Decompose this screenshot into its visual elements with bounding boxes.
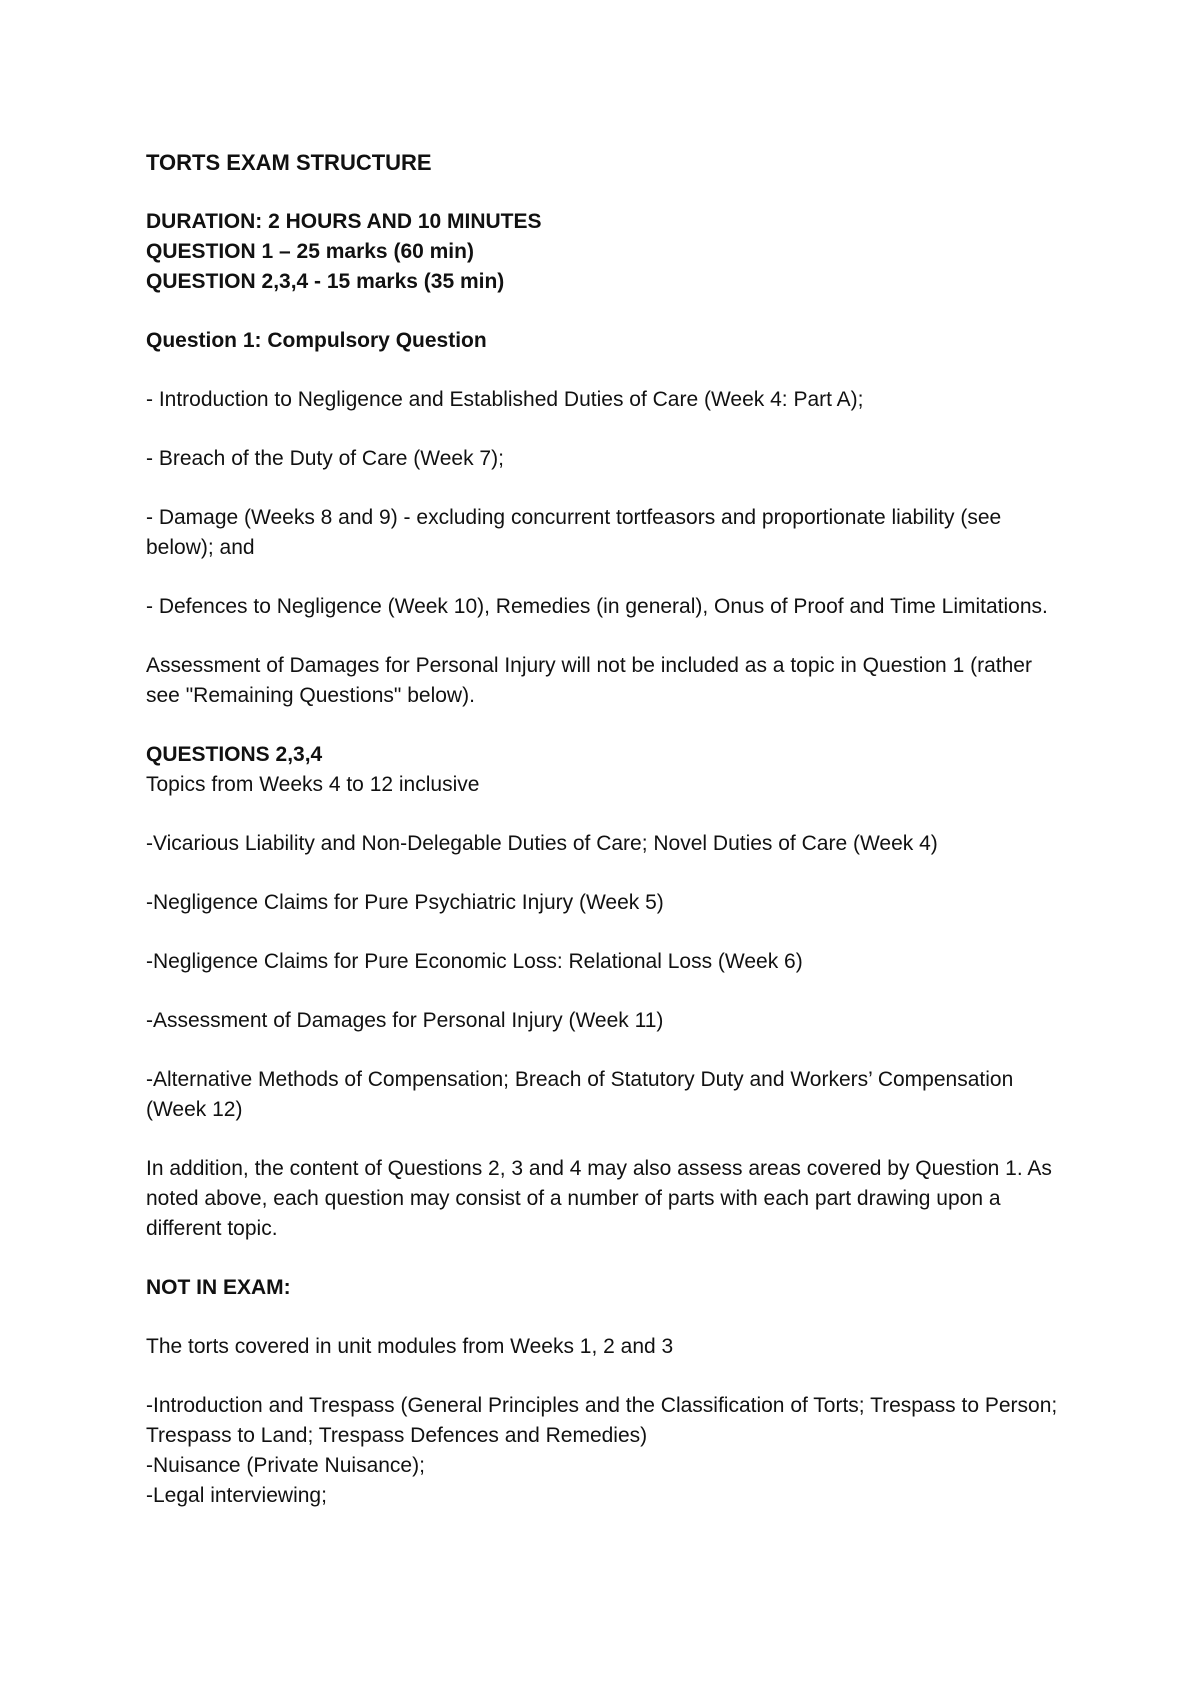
q234-topic-item: -Assessment of Damages for Personal Injury (Week 11) [146,1009,664,1032]
not-in-exam-item: -Legal interviewing; [146,1484,327,1507]
not-in-exam-intro: The torts covered in unit modules from Weeks 1, 2 and 3 [146,1335,674,1358]
q234-topic-item: -Alternative Methods of Compensation; Breach of Statutory Duty and Workers’ Compensation (Week 12) [146,1068,1014,1121]
q234-topic-item: -Negligence Claims for Pure Psychiatric Injury (Week 5) [146,891,664,914]
not-in-exam-heading: NOT IN EXAM: [146,1276,291,1299]
question-1-note: Assessment of Damages for Personal Injury will not be included as a topic in Question 1 (rather see "Remaining Questions" below). [146,654,1032,707]
q1-topic-item: - Damage (Weeks 8 and 9) - excluding concurrent tortfeasors and proportionate liability (see below); and [146,506,1002,559]
document-title: TORTS EXAM STRUCTURE [146,150,432,175]
q1-topic-item: - Defences to Negligence (Week 10), Remedies (in general), Onus of Proof and Time Limitations. [146,595,1048,618]
document-page [146,146,1066,1540]
question-1-marks: QUESTION 1 – 25 marks (60 min) [146,240,474,263]
questions-234-heading: QUESTIONS 2,3,4 [146,743,323,766]
q1-topic-item: - Introduction to Negligence and Established Duties of Care (Week 4: Part A); [146,388,864,411]
not-in-exam-item: -Introduction and Trespass (General Principles and the Classification of Torts; Trespass to Person; Trespass to Land; Trespass Defences and Remedies) [146,1394,1058,1447]
q234-topic-item: -Negligence Claims for Pure Economic Loss: Relational Loss (Week 6) [146,950,803,973]
exam-summary [146,207,1066,297]
questions-234-subheading: Topics from Weeks 4 to 12 inclusive [146,773,480,796]
q234-topic-item: -Vicarious Liability and Non-Delegable Duties of Care; Novel Duties of Care (Week 4) [146,832,938,855]
question-234-marks: QUESTION 2,3,4 - 15 marks (35 min) [146,270,505,293]
not-in-exam-list [146,1391,1066,1511]
q1-topic-item: - Breach of the Duty of Care (Week 7); [146,447,504,470]
questions-234-header [146,740,1066,800]
questions-234-note: In addition, the content of Questions 2, 3 and 4 may also assess areas covered by Question 1. As noted above, each question may consist of a number of parts with each part drawing upon a different topic. [146,1157,1052,1240]
duration-line: DURATION: 2 HOURS AND 10 MINUTES [146,210,542,233]
question-1-heading: Question 1: Compulsory Question [146,329,487,352]
not-in-exam-item: -Nuisance (Private Nuisance); [146,1454,425,1477]
